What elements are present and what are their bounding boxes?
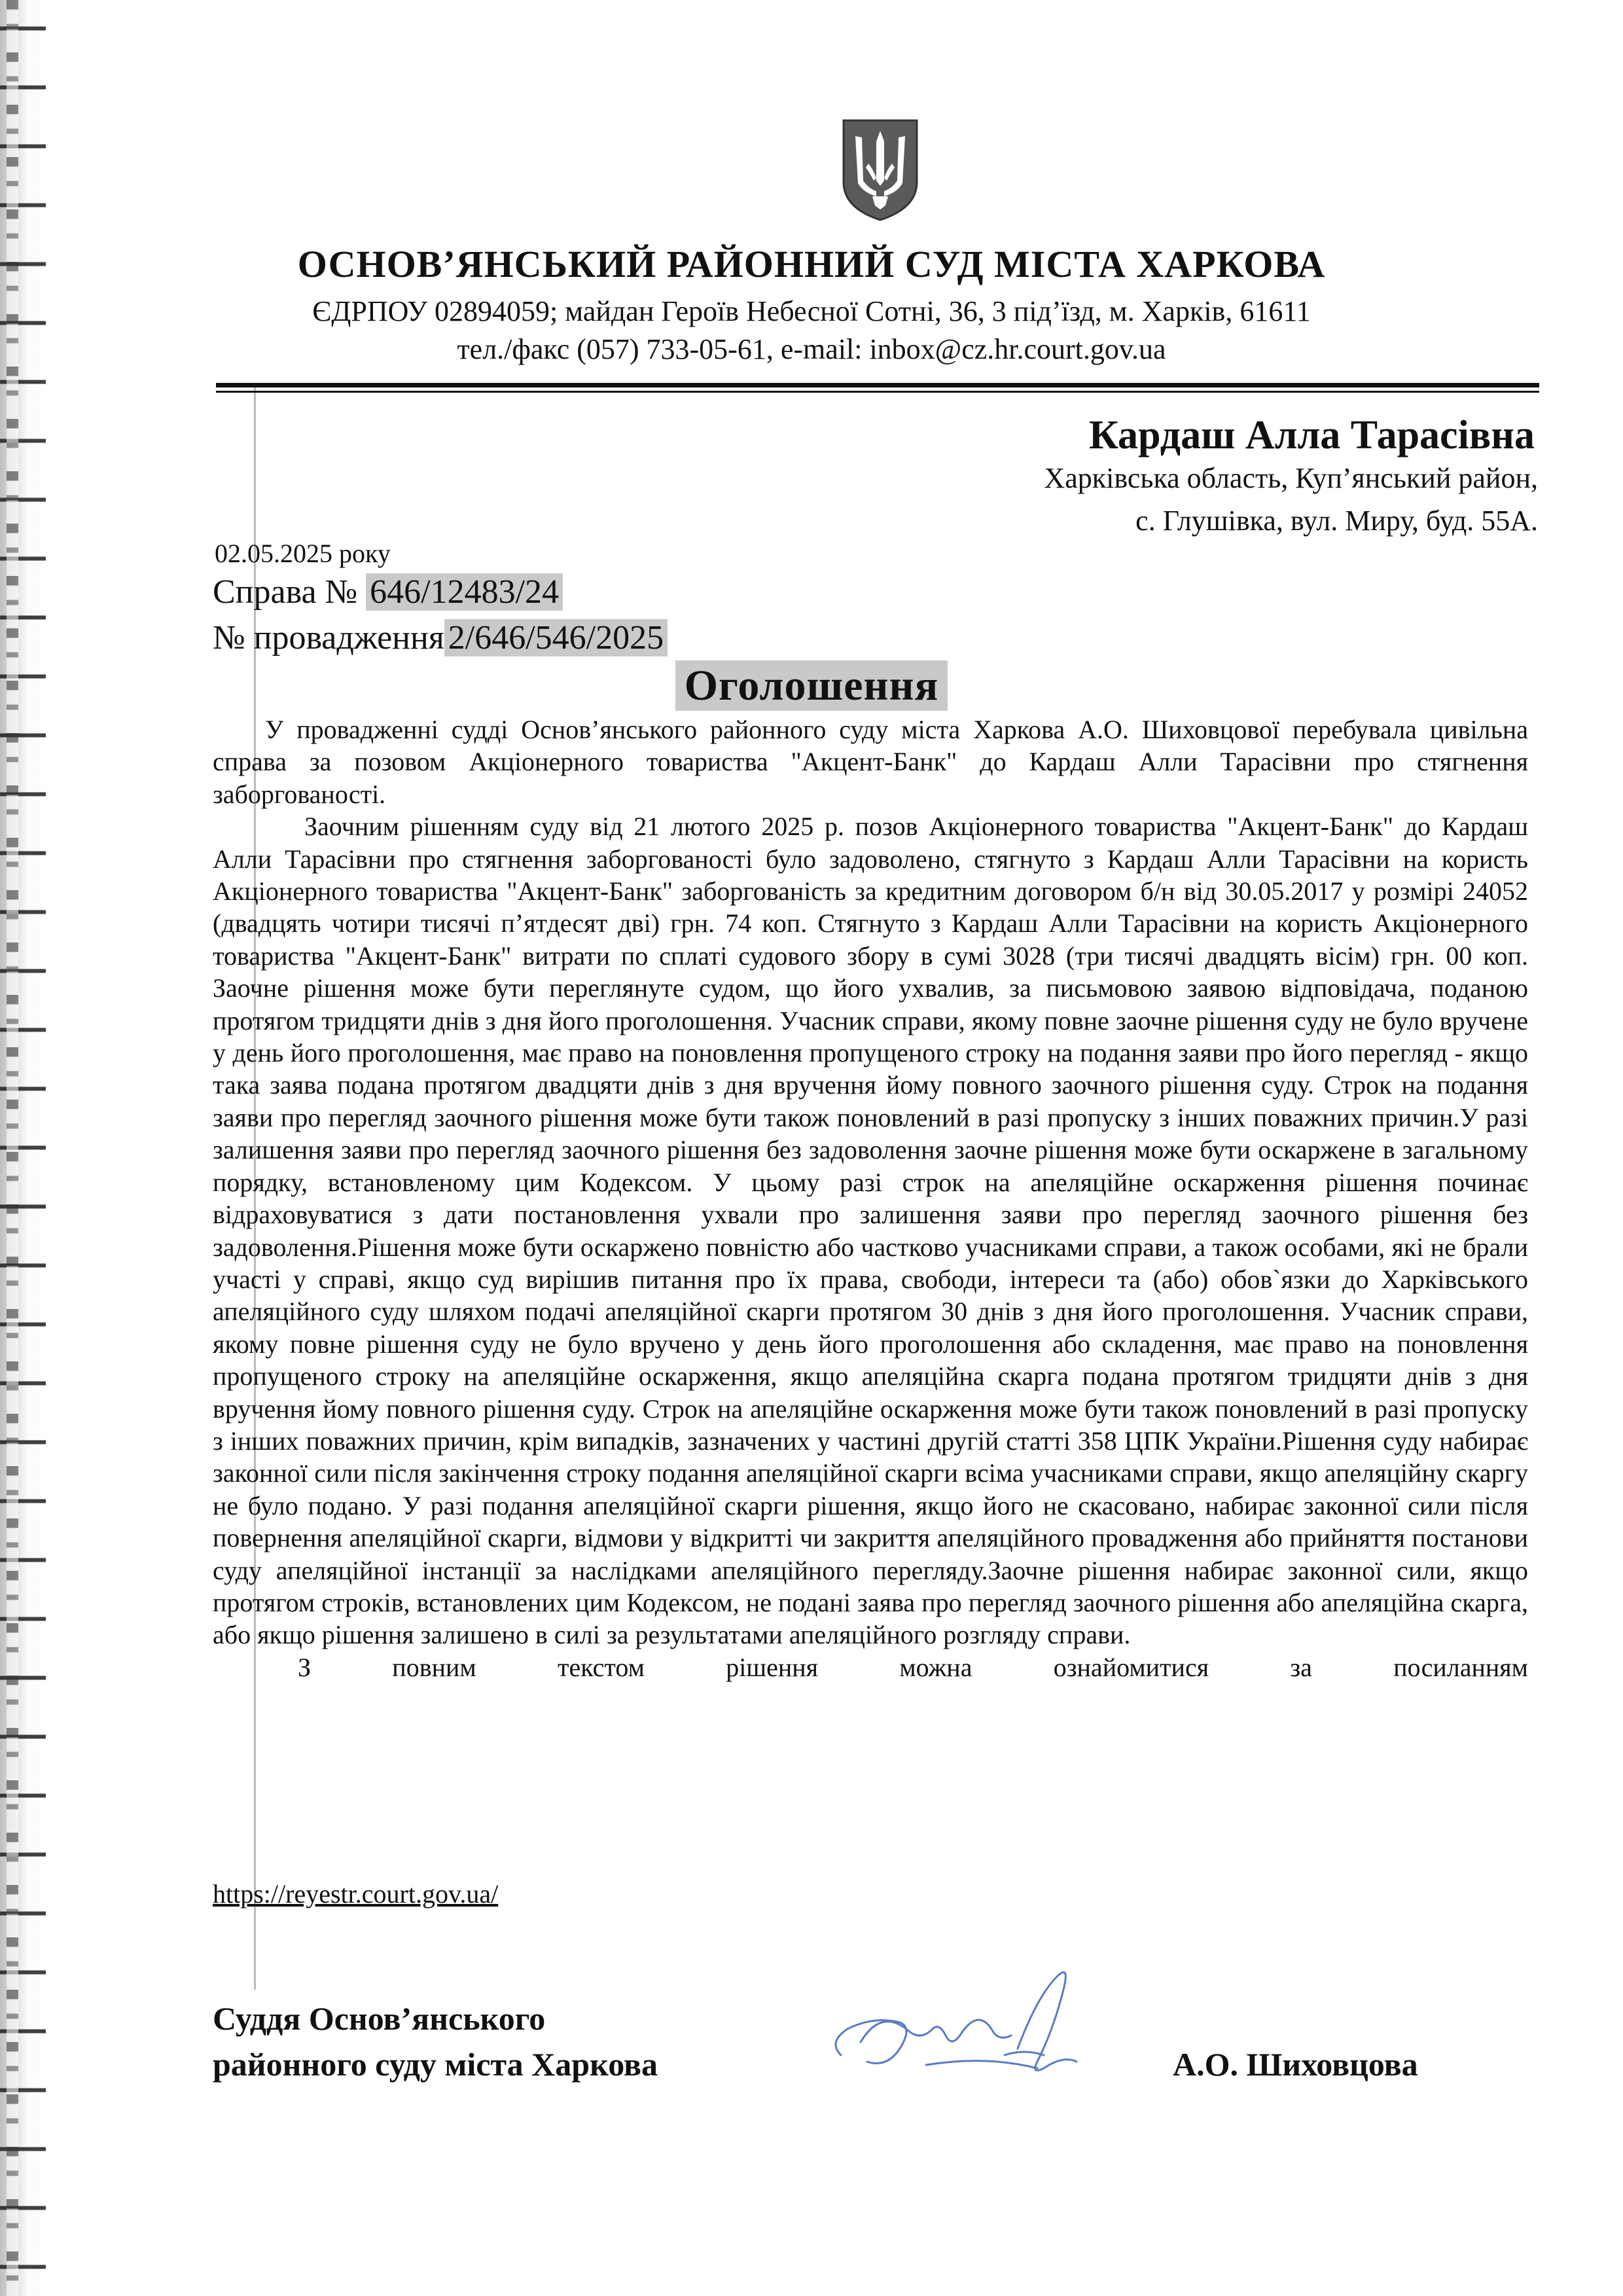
header-rule-thick: [216, 383, 1539, 387]
paragraph-intro: У провадженні судді Основ’янського районного суду міста Харкова А.О. Шиховцової перебувала цивільна справа за позовом Акціонерного товариства "Акцент-Банк" до Кардаш Алли Тарасівни про стягнення заборгованості.: [213, 715, 1528, 809]
addressee-name: Кардаш Алла Тарасівна: [1088, 413, 1535, 457]
proceeding-number: 2/646/546/2025: [444, 619, 668, 656]
paragraph-decision: Заочним рішенням суду від 21 лютого 2025 р. позов Акціонерного товариства "Акцент-Банк" до Кардаш Алли Тарасівни про стягнення заборгованості було задоволено, стягнуто з Кардаш Алли Тарасівни на користь Акціонерного товариства "Акцент-Банк" заборгованість за кредитним договором б/н від 30.05.2017 у розмірі 24052 (двадцять чотири тисячі п’ятдесят дві) грн. 74 коп. Стягнуто з Кардаш Алли Тарасівни на користь Акціонерного товариства "Акцент-Банк" витрати по сплаті судового збору в сумі 3028 (три тисячі двадцять вісім) грн. 00 коп. Заочне рішення може бути переглянуте судом, що його ухвалив, за письмовою заявою відповідача, поданою протягом тридцяти днів з дня його проголошення. Учасник справи, якому повне заочне рішення суду не було вручене у день його проголошення, має право на поновлення пропущеного строку на подання заяви про його перегляд - якщо така заява подана протягом двадцяти днів з дня вручення йому повного заочного рішення суду. Строк на подання заяви про перегляд заочного рішення може бути також поновлений в разі пропуску з інших поважних причин.У разі залишення заяви про перегляд заочного рішення без задоволення заочне рішення може бути оскаржене в загальному порядку, встановленому цим Кодексом. У цьому разі строк на апеляційне оскарження рішення починає відраховуватися з дати постановлення ухвали про залишення заяви про перегляд заочного рішення без задоволення.Рішення може бути оскаржено повністю або частково учасниками справи, а також особами, які не брали участі у справі, якщо суд вирішив питання про їх права, свободи, інтереси та (або) обов`язки до Харківського апеляційного суду шляхом подачі апеляційної скарги протягом 30 днів з дня його проголошення. Учасник справи, якому повне рішення суду не було вручено у день його проголошення або складення, має право на поновлення пропущеного строку на апеляційне оскарження, якщо апеляційна скарга подана протягом тридцяти днів з дня вручення йому повного рішення суду. Строк на апеляційне оскарження може бути також поновлений в разі пропуску з інших поважних причин, крім випадків, зазначених у частині другій статті 358 ЦПК України.Рішення суду набирає законної сили після закінчення строку подання апеляційної скарги всіма учасниками справи, якщо апеляційну скаргу не було подано. У разі подання апеляційної скарги рішення, якщо його не скасовано, набирає законної сили після повернення апеляційної скарги, відмови у відкритті чи закриття апеляційного провадження або прийняття постанови суду апеляційної інстанції за наслідками апеляційного перегляду.Заочне рішення набирає законної сили, якщо протягом строків, встановлених цим Кодексом, не подані заява про перегляд заочного рішення або апеляційна скарга, або якщо рішення залишено в силі за результатами апеляційного розгляду справи.: [213, 812, 1528, 1650]
registry-link[interactable]: https://reyestr.court.gov.ua/: [213, 1879, 499, 1909]
case-label: Справа №: [213, 573, 358, 611]
paragraph-full-text: З повним текстом рішення можна ознайомитися за посиланням: [298, 1652, 1528, 1682]
court-address: ЄДРПОУ 02894059; майдан Героїв Небесної Сотні, 36, 3 під’їзд, м. Харків, 61611: [312, 295, 1311, 327]
document-title: [0, 661, 1623, 711]
case-number: 646/12483/24: [366, 573, 563, 611]
announcement-body: [213, 713, 1528, 1683]
trident-coat-of-arms-icon: [840, 118, 921, 223]
handwritten-signature-icon: [821, 1957, 1103, 2088]
judge-title-line1: Суддя Основ’янського: [213, 2000, 546, 2037]
case-number-line: [213, 573, 563, 611]
header-rule-thin: [216, 391, 1539, 393]
proceeding-label: № провадження: [213, 619, 444, 656]
addressee-address-line2: с. Глушівка, вул. Миру, буд. 55А.: [1135, 505, 1538, 537]
proceeding-number-line: [213, 619, 668, 657]
court-contacts: тел./факс (057) 733-05-61, e-mail: inbox@cz.hr.court.gov.ua: [457, 333, 1166, 365]
judge-title-line2: районного суду міста Харкова: [213, 2046, 658, 2083]
addressee-address-line1: Харківська область, Куп’янський район,: [1044, 462, 1538, 494]
court-name: ОСНОВ’ЯНСЬКИЙ РАЙОННИЙ СУД МІСТА ХАРКОВА: [297, 243, 1326, 285]
document-title-text: Оголошення: [675, 660, 948, 711]
document-date: 02.05.2025 року: [215, 539, 391, 568]
judge-name: А.О. Шиховцова: [1173, 2046, 1418, 2083]
